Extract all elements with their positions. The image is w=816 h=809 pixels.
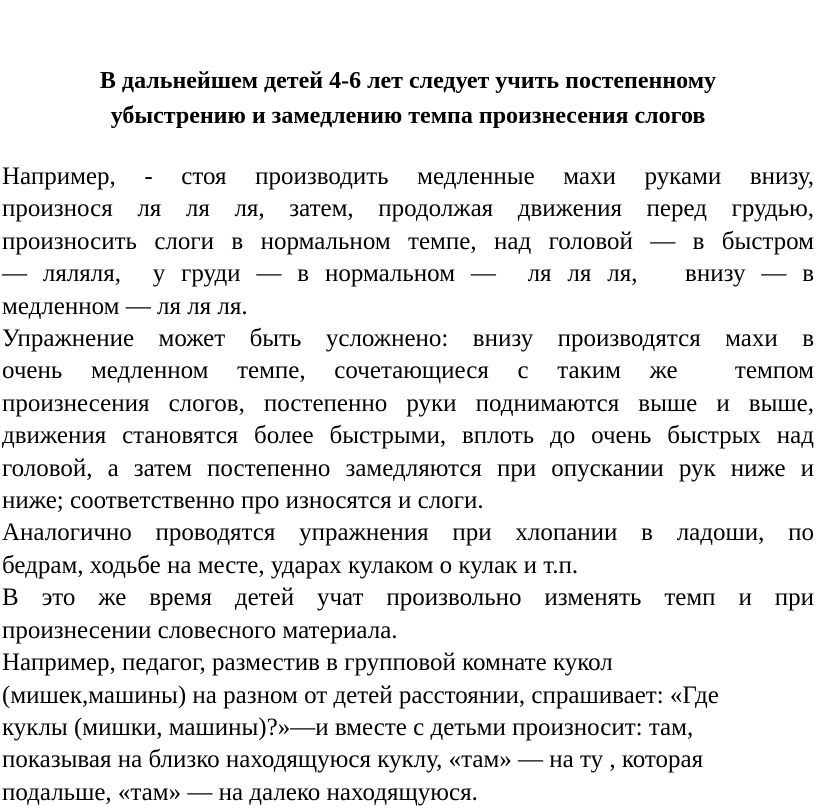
text-line: — ляляля, у груди — в нормальном — ля ля ля, внизу — в	[2, 260, 814, 288]
text-line: Упражнение может быть усложнено: внизу производятся махи в	[2, 325, 814, 353]
text-line: Например, - стоя производить медленные махи руками внизу,	[2, 163, 814, 190]
text-line: произнесения слогов, постепенно руки поднимаются выше и выше,	[2, 389, 814, 417]
text-line: очень медленном темпе, сочетающиеся с таким же темпом	[2, 357, 814, 385]
text-line: Аналогично проводятся упражнения при хлопании в ладоши, по	[2, 519, 814, 547]
heading-line-2: убыстрению и замедлению темпа произнесения слогов	[110, 103, 706, 129]
text-line: ниже; соответственно про износятся и слоги.	[2, 487, 484, 515]
document-body	[2, 161, 814, 809]
paragraph-complicated-exercise	[2, 323, 814, 517]
text-line: бедрам, ходьбе на месте, ударах кулаком о кулак и т.п.	[2, 551, 579, 579]
document-heading	[0, 64, 816, 134]
paragraph-teacher-example	[2, 647, 814, 809]
text-line: произнося ля ля ля, затем, продолжая движения перед грудью,	[2, 195, 814, 223]
text-line: (мишек,машины) на разном от детей расстоянии, спрашивает: «Где	[2, 681, 719, 709]
paragraph-tempo-speech	[2, 582, 814, 647]
paragraph-similar-exercises	[2, 517, 814, 582]
heading-line-1: В дальнейшем детей 4-6 лет следует учить постепенному	[99, 68, 717, 94]
text-line: движения становятся более быстрыми, вплоть до очень быстрых над	[2, 422, 814, 450]
text-line: В это же время детей учат произвольно изменять темп и при	[2, 584, 814, 612]
text-line: медленном — ля ля ля.	[2, 292, 248, 320]
text-line: подальше, «там» — на далеко находящуюся.	[2, 778, 478, 806]
text-line: головой, а затем постепенно замедляются при опускании рук ниже и	[2, 454, 814, 482]
text-line: показывая на близко находящуюся куклу, «там» — на ту , которая	[2, 746, 704, 774]
paragraph-example-hand-swings	[2, 161, 814, 323]
text-line: Например, педагог, разместив в групповой комнате кукол	[2, 649, 613, 677]
text-line: произносить слоги в нормальном темпе, над головой — в быстром	[2, 227, 814, 255]
text-line: произнесении словесного материала.	[2, 616, 398, 644]
text-line: куклы (мишки, машины)?»—и вместе с детьми произносит: там,	[2, 713, 694, 741]
